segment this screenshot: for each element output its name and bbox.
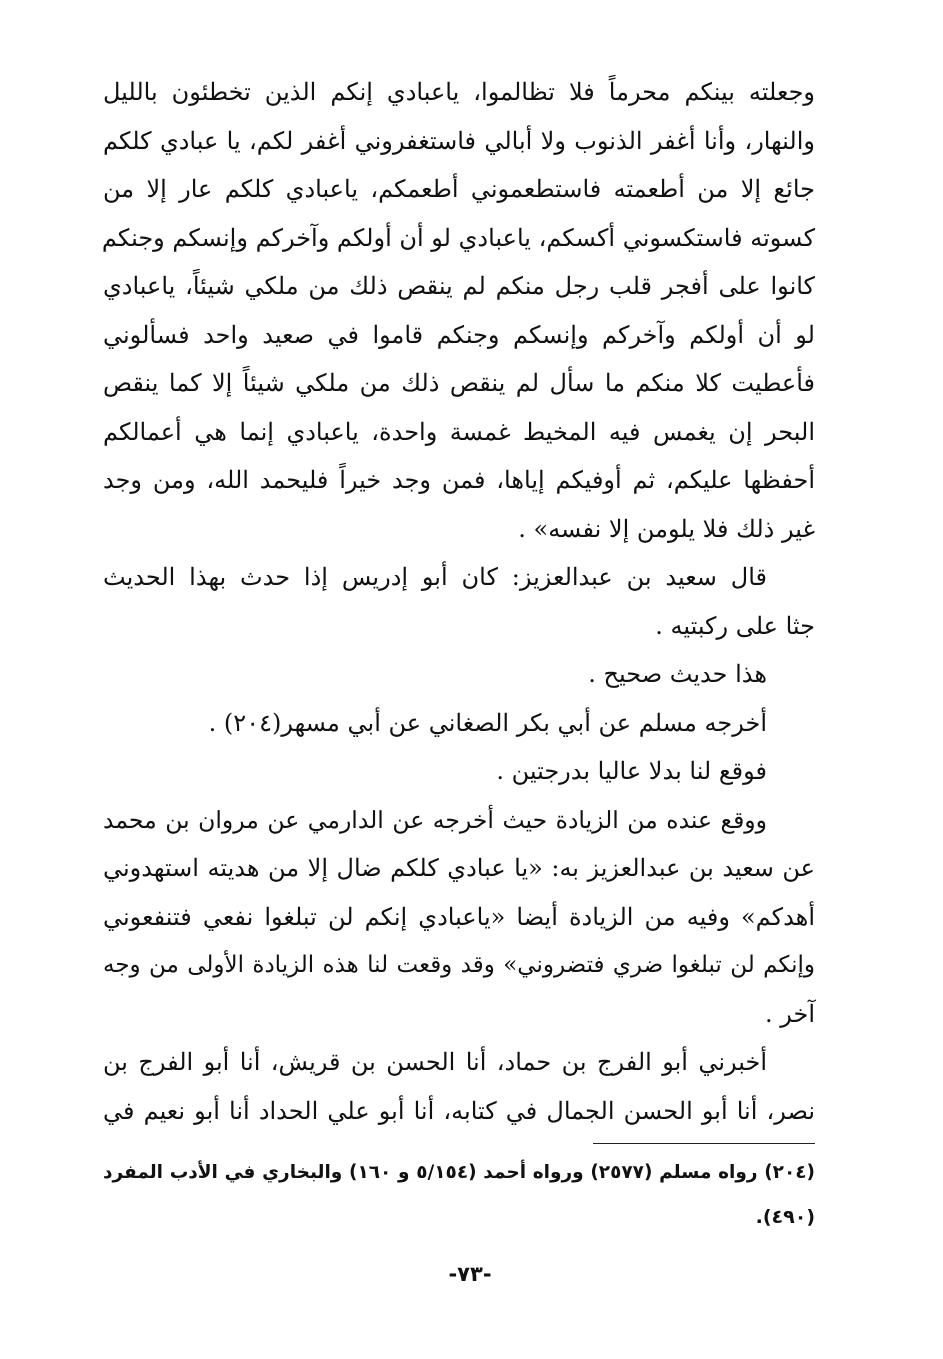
text-line: وجعلته بينكم محرماً فلا تظالموا، ياعبادي إنكم الذين تخطئون بالليل (103, 78, 815, 106)
text-line: أخرجه مسلم عن أبي بكر الصغاني عن أبي مسهر(٢٠٤) . (208, 708, 767, 737)
text-line: نصر، أنا أبو الحسن الجمال في كتابه، أنا أبو علي الحداد أنا أبو نعيم في (103, 1096, 815, 1125)
text-line: وإنكم لن تبلغوا ضري فتضروني» وقد وقعت لنا هذه الزيادة الأولى من وجه (103, 952, 815, 978)
text-line: أخبرني أبو الفرج بن حماد، أنا الحسن بن قريش، أنا أبو الفرج بن (103, 1048, 767, 1076)
main-text (103, 68, 815, 1135)
text-line: أهدكم» وفيه من الزيادة أيضا «ياعبادي إنكم لن تبلغوا نفعي فتنفعوني (103, 902, 815, 931)
footnote-line: (٤٩٠). (755, 1206, 815, 1228)
text-line: لو أن أولكم وآخركم وإنسكم وجنكم قاموا في صعيد واحد فسألوني (103, 320, 815, 349)
page-number: -٧٣- (448, 1262, 492, 1286)
footnote (103, 1151, 815, 1239)
text-line: والنهار، وأنا أغفر الذنوب ولا أبالي فاستغفروني أغفر لكم، يا عبادي كلكم (103, 126, 815, 155)
text-line: فوقع لنا بدلا عاليا بدرجتين . (496, 757, 767, 785)
text-line: فأعطيت كلا منكم ما سأل لم ينقص ذلك من ملكي شيئاً إلا كما ينقص (103, 369, 816, 397)
text-line: البحر إن يغمس فيه المخيط غمسة واحدة، ياعبادي إنما هي أعمالكم (103, 417, 815, 446)
text-line: غير ذلك فلا يلومن إلا نفسه» . (518, 514, 815, 543)
text-line: عن سعيد بن عبدالعزيز به: «يا عبادي كلكم ضال إلا من هديته استهدوني (103, 854, 815, 882)
text-line: هذا حديث صحيح . (588, 660, 767, 688)
text-line: كانوا على أفجر قلب رجل منكم لم ينقص ذلك من ملكي شيئاً، ياعبادي (103, 272, 815, 300)
text-line: ووقع عنده من الزيادة حيث أخرجه عن الدارمي عن مروان بن محمد (103, 805, 767, 834)
text-line: كسوته فاستكسوني أكسكم، ياعبادي لو أن أولكم وآخركم وإنسكم وجنكم (101, 223, 815, 252)
text-line: جائع إلا من أطعمته فاستطعموني أطعمكم، ياعبادي كلكم عار إلا من (103, 175, 815, 203)
text-line: قال سعيد بن عبدالعزيز: كان أبو إدريس إذا حدث بهذا الحديث (103, 563, 767, 591)
text-line: أحفظها عليكم، ثم أوفيكم إياها، فمن وجد خيراً فليحمد الله، ومن وجد (103, 466, 815, 494)
footnote-divider (593, 1143, 815, 1144)
text-line: جثا على ركبتيه . (655, 611, 815, 640)
text-line: آخر . (764, 999, 815, 1028)
footnote-line: (٢٠٤) رواه مسلم (٢٥٧٧) ورواه أحمد (٥/١٥٤ و ١٦٠) والبخاري في الأدب المفرد (103, 1162, 816, 1183)
